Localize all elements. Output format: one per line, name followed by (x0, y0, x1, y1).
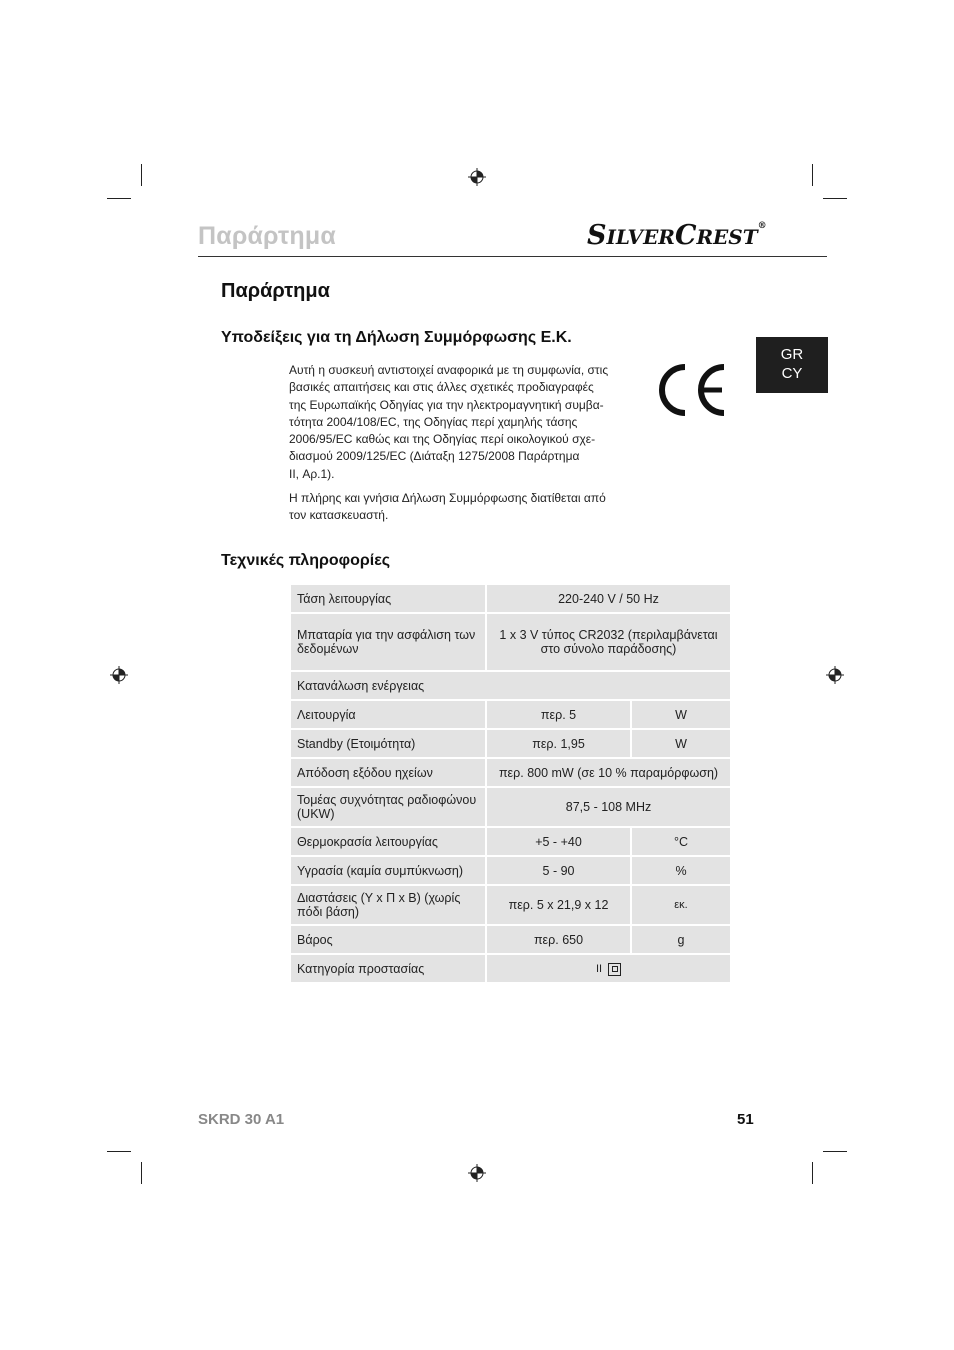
ec-declaration-title: Υποδείξεις για τη Δήλωση Συμμόρφωσης Ε.Κ. (221, 329, 572, 346)
registration-target-icon (468, 1164, 486, 1182)
crop-mark (812, 164, 813, 186)
language-tab-line: GR (780, 346, 804, 363)
spec-value: 87,5 - 108 MHz (487, 788, 730, 826)
spec-value: περ. 5 (487, 701, 630, 728)
table-row (291, 759, 730, 786)
text-line: Η πλήρης και γνήσια Δήλωση Συμμόρφωσης διατίθεται από (289, 491, 606, 505)
page-number: 51 (737, 1111, 754, 1128)
crop-mark (141, 1162, 142, 1184)
brand-logo (587, 222, 767, 249)
brand-letters: ILVER (606, 225, 675, 249)
crop-mark (812, 1162, 813, 1184)
spec-unit: W (632, 730, 730, 757)
footer-model: SKRD 30 A1 (198, 1111, 285, 1128)
table-row (291, 828, 730, 855)
table-row (291, 585, 730, 612)
spec-label: Λειτουργία (291, 701, 485, 728)
section-title: Παράρτημα (221, 280, 330, 302)
header-title: Παράρτημα (198, 222, 336, 250)
spec-value: 5 - 90 (487, 857, 630, 884)
protection-class-ii-icon (608, 963, 621, 976)
ec-declaration-availability (289, 490, 629, 525)
table-row (291, 857, 730, 884)
text-line: βασικές απαιτήσεις και στις άλλες σχετικές προδιαγραφές (289, 380, 594, 395)
spec-value: περ. 800 mW (σε 10 % παραμόρφωση) (487, 759, 730, 786)
spec-value: περ. 1,95 (487, 730, 630, 757)
table-row (291, 614, 730, 670)
text-line: 2006/95/EC καθώς και της Οδηγίας περί οικολογικού σχε- (289, 432, 596, 447)
brand-letter: S (587, 220, 607, 251)
brand-letter: C (674, 220, 697, 251)
spec-label: Απόδοση εξόδου ηχείων (291, 759, 485, 786)
spec-label: Διαστάσεις (Υ x Π x Β) (χωρίς πόδι βάση) (291, 886, 485, 924)
ec-declaration-text (289, 362, 629, 483)
spec-value: 220-240 V / 50 Hz (487, 585, 730, 612)
spec-value-cell (487, 955, 730, 982)
registration-target-icon (468, 168, 486, 186)
crop-mark (107, 198, 131, 199)
text-line: Αυτή η συσκευή αντιστοιχεί αναφορικά με τη συμφωνία, στις (289, 363, 609, 377)
spec-label: Τάση λειτουργίας (291, 585, 485, 612)
crop-mark (823, 1151, 847, 1152)
spec-value: περ. 5 x 21,9 x 12 (487, 886, 630, 924)
table-row (291, 926, 730, 953)
spec-value: 1 x 3 V τύπος CR2032 (περιλαμβάνεται στο σύνολο παράδοσης) (487, 614, 730, 670)
text-line: τότητα 2004/108/EC, της Οδηγίας περί χαμηλής τάσης (289, 414, 578, 429)
spec-unit: g (632, 926, 730, 953)
spec-unit: % (632, 857, 730, 884)
spec-value: +5 - +40 (487, 828, 630, 855)
spec-group-label: Κατανάλωση ενέργειας (291, 672, 730, 699)
spec-value: περ. 650 (487, 926, 630, 953)
crop-mark (141, 164, 142, 186)
ce-mark-icon (656, 364, 728, 416)
technical-info-title: Τεχνικές πληροφορίες (221, 552, 391, 569)
registration-target-icon (110, 666, 128, 684)
brand-letters: REST (696, 225, 758, 249)
crop-mark (823, 198, 847, 199)
table-row (291, 701, 730, 728)
spec-label: Τομέας συχνότητας ραδιοφώνου (UKW) (291, 788, 485, 826)
spec-label: Θερμοκρασία λειτουργίας (291, 828, 485, 855)
table-row (291, 886, 730, 924)
table-row (291, 955, 730, 982)
table-row (291, 672, 730, 699)
spec-label: Κατηγορία προστασίας (291, 955, 485, 982)
spec-label: Βάρος (291, 926, 485, 953)
crop-mark (107, 1151, 131, 1152)
text-line: διασμού 2009/125/EC (Διάταξη 1275/2008 Παράρτημα (289, 449, 580, 464)
registration-target-icon (826, 666, 844, 684)
registered-mark: ® (757, 221, 767, 231)
spec-unit: °C (632, 828, 730, 855)
header-rule (198, 256, 827, 257)
protection-class-text: II (595, 963, 603, 976)
text-line: II, Αρ.1). (289, 466, 335, 481)
spec-label: Μπαταρία για την ασφάλιση των δεδομένων (291, 614, 485, 670)
text-line: τον κατασκευαστή. (289, 508, 389, 523)
text-line: της Ευρωπαϊκής Οδηγίας για την ηλεκτρομαγνητική συμβα- (289, 397, 604, 412)
language-tab (756, 337, 828, 393)
spec-unit: εκ. (632, 886, 730, 924)
language-tab-line: CY (781, 365, 803, 382)
spec-unit: W (632, 701, 730, 728)
table-row (291, 730, 730, 757)
spec-label: Υγρασία (καμία συμπύκνωση) (291, 857, 485, 884)
specifications-table (289, 583, 732, 984)
table-row (291, 788, 730, 826)
spec-label: Standby (Ετοιμότητα) (291, 730, 485, 757)
